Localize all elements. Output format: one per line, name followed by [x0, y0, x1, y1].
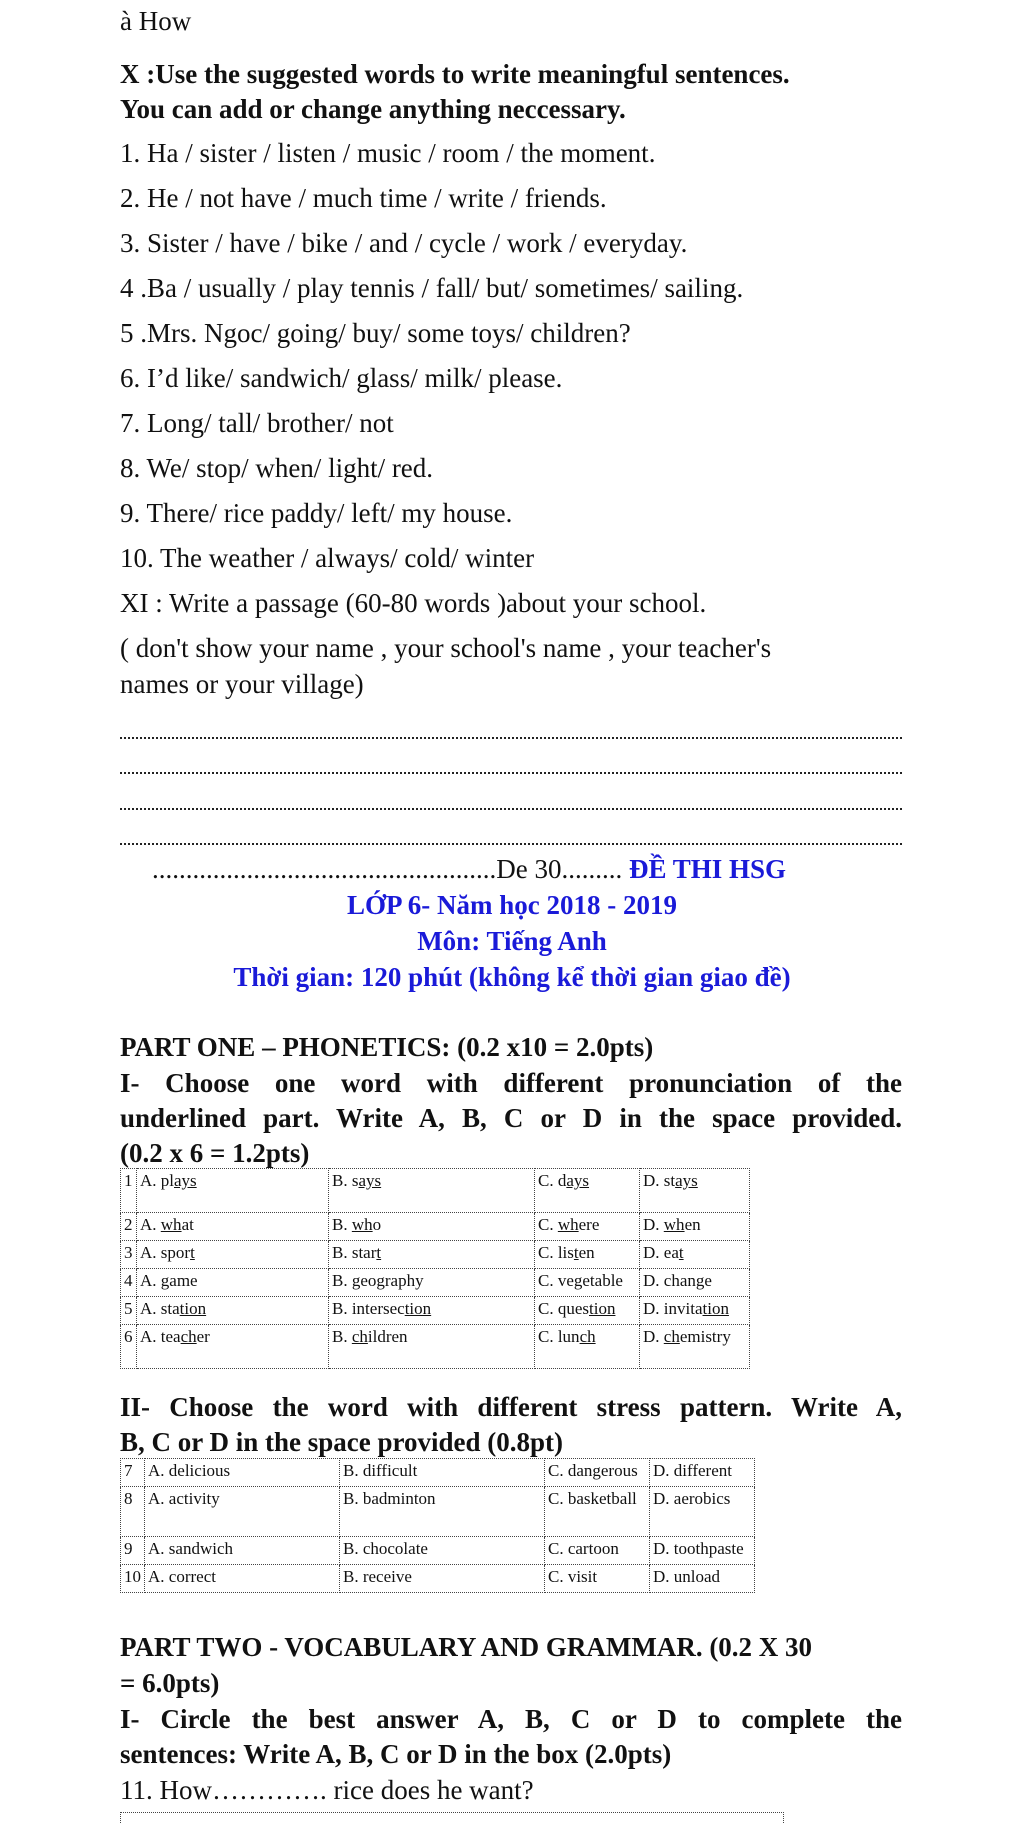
table-row	[121, 1487, 755, 1537]
table-row	[121, 1565, 755, 1593]
part-one-heading: PART ONE – PHONETICS: (0.2 x10 = 2.0pts)	[120, 1032, 654, 1062]
question-number: 3	[121, 1241, 137, 1269]
part-two-heading-2: = 6.0pts)	[120, 1668, 220, 1698]
list-item: 9. There/ rice paddy/ left/ my house.	[120, 498, 513, 528]
table-row	[121, 1269, 750, 1297]
table-row	[121, 1213, 750, 1241]
option-c: C. lunch	[535, 1325, 640, 1369]
option-c: C. days	[535, 1169, 640, 1213]
list-item: 5 .Mrs. Ngoc/ going/ buy/ some toys/ children?	[120, 318, 631, 348]
option-b: B. badminton	[340, 1487, 545, 1537]
question-number: 8	[121, 1487, 145, 1537]
option-d: D. eat	[640, 1241, 750, 1269]
writing-line	[120, 737, 902, 739]
option-a: A. correct	[145, 1565, 340, 1593]
top-line: à How	[120, 6, 192, 36]
option-b: B. difficult	[340, 1459, 545, 1487]
grade-year: LỚP 6- Năm học 2018 - 2019	[347, 890, 677, 920]
option-b: B. receive	[340, 1565, 545, 1593]
question-number: 6	[121, 1325, 137, 1369]
part-two-task1-line-2: sentences: Write A, B, C or D in the box (2.0pts)	[120, 1739, 672, 1769]
option-a: A. station	[137, 1297, 329, 1325]
question-number: 4	[121, 1269, 137, 1297]
option-a: A. what	[137, 1213, 329, 1241]
list-item: 3. Sister / have / bike / and / cycle / work / everyday.	[120, 228, 688, 258]
list-item: 2. He / not have / much time / write / friends.	[120, 183, 607, 213]
table-row	[121, 1325, 750, 1369]
question-number: 9	[121, 1537, 145, 1565]
question-number: 7	[121, 1459, 145, 1487]
option-c: C. cartoon	[545, 1537, 650, 1565]
list-item: 10. The weather / always/ cold/ winter	[120, 543, 535, 573]
section-xi-heading: XI : Write a passage (60-80 words )about your school.	[120, 588, 707, 618]
option-b: B. start	[329, 1241, 535, 1269]
section-x-heading-2: You can add or change anything neccessary.	[120, 94, 626, 124]
option-b: B. chocolate	[340, 1537, 545, 1565]
option-d: D. stays	[640, 1169, 750, 1213]
table-row	[121, 1169, 750, 1213]
section-x-heading-1: X :Use the suggested words to write meaningful sentences.	[120, 59, 790, 89]
phonetics-table	[120, 1168, 750, 1369]
section-xi-note-1: ( don't show your name , your school's name , your teacher's	[120, 633, 772, 663]
option-a: A. sport	[137, 1241, 329, 1269]
option-b: B. who	[329, 1213, 535, 1241]
option-b: B. geography	[329, 1269, 535, 1297]
option-a: A. plays	[137, 1169, 329, 1213]
option-b: B. children	[329, 1325, 535, 1369]
question-number: 2	[121, 1213, 137, 1241]
option-d: D. unload	[650, 1565, 755, 1593]
exam-time: Thời gian: 120 phút (không kể thời gian giao đề)	[233, 962, 791, 992]
option-a: A. delicious	[145, 1459, 340, 1487]
answer-table-edge	[120, 1812, 784, 1823]
option-a: A. activity	[145, 1487, 340, 1537]
task2-line-1: II- Choose the word with different stress pattern. Write A,	[120, 1392, 902, 1422]
subject: Môn: Tiếng Anh	[417, 926, 607, 956]
table-row	[121, 1241, 750, 1269]
option-d: D. aerobics	[650, 1487, 755, 1537]
writing-line	[120, 843, 902, 845]
option-d: D. when	[640, 1213, 750, 1241]
option-a: A. sandwich	[145, 1537, 340, 1565]
option-b: B. says	[329, 1169, 535, 1213]
option-d: D. different	[650, 1459, 755, 1487]
writing-line	[120, 808, 902, 810]
list-item: 4 .Ba / usually / play tennis / fall/ but/ sometimes/ sailing.	[120, 273, 744, 303]
option-b: B. intersection	[329, 1297, 535, 1325]
writing-line	[120, 772, 902, 774]
stress-table	[120, 1458, 755, 1593]
option-c: C. question	[535, 1297, 640, 1325]
dots-prefix: ...................................................	[152, 854, 497, 884]
table-row	[121, 1459, 755, 1487]
list-item: 1. Ha / sister / listen / music / room / the moment.	[120, 138, 656, 168]
question-number: 10	[121, 1565, 145, 1593]
question-11: 11. How…………. rice does he want?	[120, 1775, 534, 1805]
exam-title: ĐỀ THI HSG	[628, 854, 787, 884]
task1-line-1: I- Choose one word with different pronunciation of the	[120, 1068, 902, 1098]
list-item: 8. We/ stop/ when/ light/ red.	[120, 453, 434, 483]
exam-code-line	[152, 852, 786, 886]
option-c: C. listen	[535, 1241, 640, 1269]
exam-code: De 30.........	[496, 854, 623, 884]
option-a: A. teacher	[137, 1325, 329, 1369]
task1-line-3: (0.2 x 6 = 1.2pts)	[120, 1138, 310, 1168]
question-number: 5	[121, 1297, 137, 1325]
option-c: C. vegetable	[535, 1269, 640, 1297]
table-row	[121, 1297, 750, 1325]
option-d: D. toothpaste	[650, 1537, 755, 1565]
option-c: C. where	[535, 1213, 640, 1241]
option-c: C. basketball	[545, 1487, 650, 1537]
part-two-task1-line-1: I- Circle the best answer A, B, C or D to complete the	[120, 1704, 902, 1734]
table-row	[121, 1537, 755, 1565]
section-xi-note-2: names or your village)	[120, 669, 364, 699]
part-two-heading-1: PART TWO - VOCABULARY AND GRAMMAR. (0.2 X 30	[120, 1632, 813, 1662]
option-c: C. visit	[545, 1565, 650, 1593]
option-d: D. invitation	[640, 1297, 750, 1325]
task2-line-2: B, C or D in the space provided (0.8pt)	[120, 1427, 564, 1457]
option-c: C. dangerous	[545, 1459, 650, 1487]
list-item: 7. Long/ tall/ brother/ not	[120, 408, 394, 438]
option-a: A. game	[137, 1269, 329, 1297]
question-number: 1	[121, 1169, 137, 1213]
list-item: 6. I’d like/ sandwich/ glass/ milk/ please.	[120, 363, 563, 393]
task1-line-2: underlined part. Write A, B, C or D in the space provided.	[120, 1103, 902, 1133]
option-d: D. change	[640, 1269, 750, 1297]
option-d: D. chemistry	[640, 1325, 750, 1369]
